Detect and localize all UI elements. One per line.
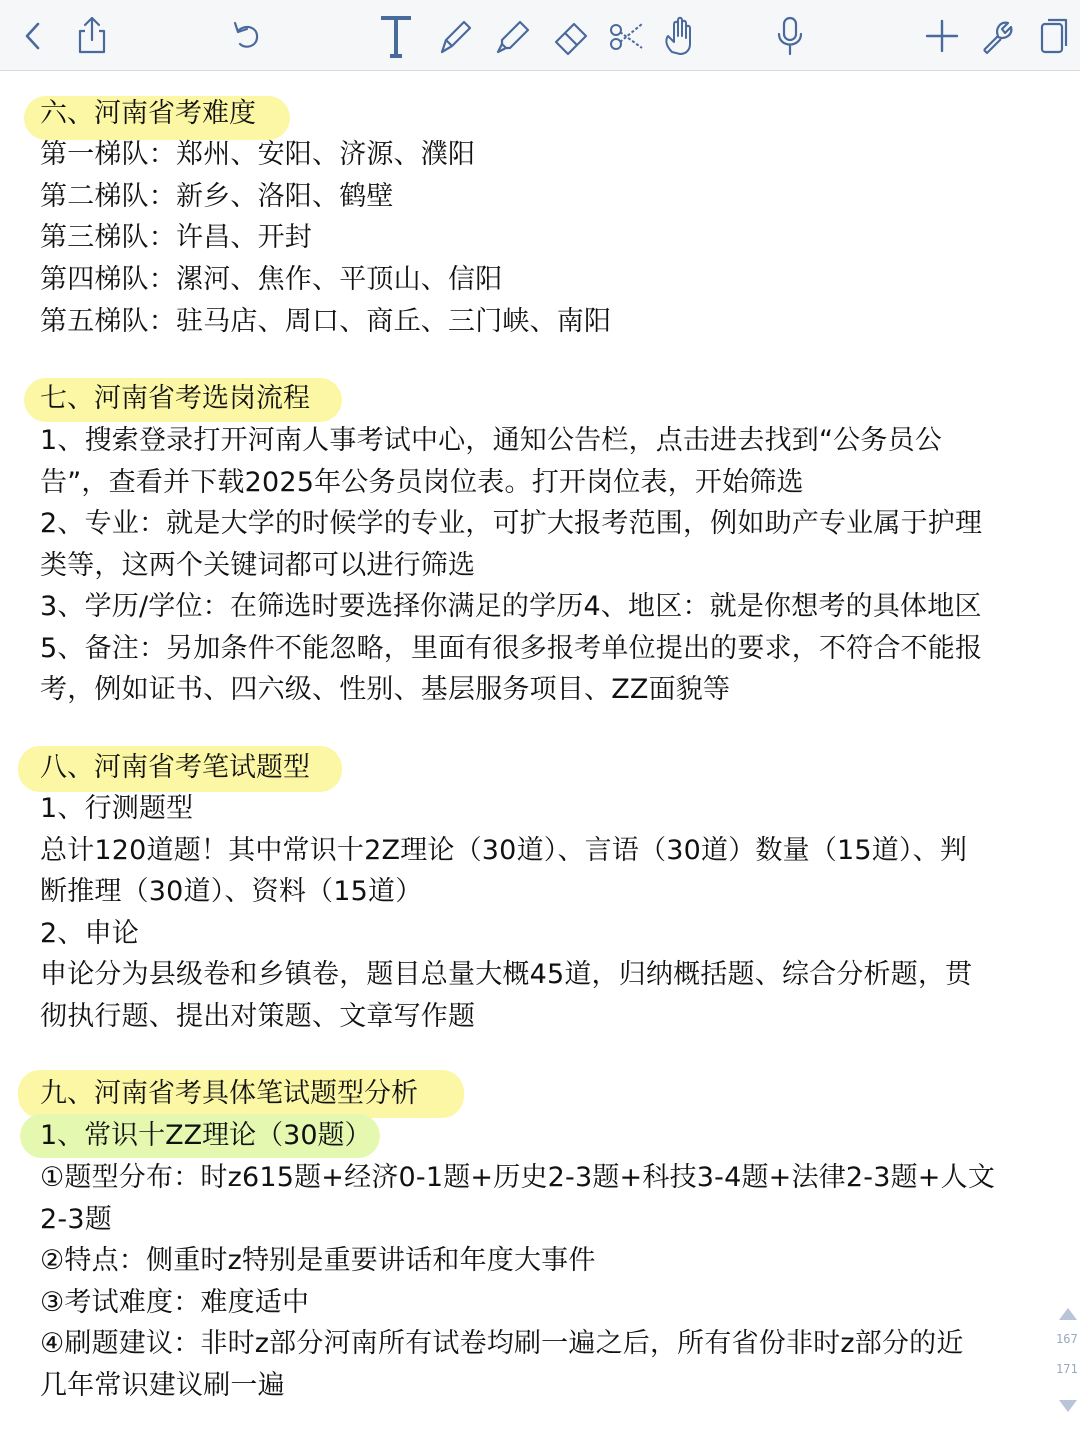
back-chevron-icon[interactable] bbox=[14, 14, 54, 58]
text-line: 彻执行题、提出对策题、文章写作题 bbox=[40, 1001, 476, 1032]
wrench-icon[interactable] bbox=[976, 14, 1016, 58]
text-line: 第二梯队：新乡、洛阳、鹤壁 bbox=[40, 181, 394, 212]
text-line: 1、行测题型 bbox=[40, 793, 194, 824]
text-line: 断推理（30道）、资料（15道） bbox=[40, 876, 423, 907]
text-line: 第五梯队：驻马店、周口、商丘、三门峡、南阳 bbox=[40, 306, 612, 337]
highlighter-icon[interactable] bbox=[492, 14, 532, 58]
section-9-title: 九、河南省考具体笔试题型分析 bbox=[40, 1078, 418, 1109]
text-line: 第四梯队：漯河、焦作、平顶山、信阳 bbox=[40, 264, 503, 295]
page-down-icon[interactable] bbox=[1059, 1400, 1077, 1412]
undo-icon[interactable] bbox=[226, 14, 266, 58]
lasso-scissors-icon[interactable] bbox=[606, 14, 646, 58]
section-8-title: 八、河南省考笔试题型 bbox=[40, 752, 310, 783]
text-line: 考，例如证书、四六级、性别、基层服务项目、ZZ面貌等 bbox=[40, 674, 731, 705]
text-line: 申论分为县级卷和乡镇卷，题目总量大概45道，归纳概括题、综合分析题，贯 bbox=[40, 959, 973, 990]
text-line: 第三梯队：许昌、开封 bbox=[40, 222, 312, 253]
section-7-title: 七、河南省考选岗流程 bbox=[40, 383, 310, 414]
text-line: 告”，查看并下载2025年公务员岗位表。打开岗位表，开始筛选 bbox=[40, 467, 804, 498]
microphone-icon[interactable] bbox=[770, 14, 810, 58]
text-line: 5、备注：另加条件不能忽略，里面有很多报考单位提出的要求，不符合不能报 bbox=[40, 633, 983, 664]
text-line: ②特点：侧重时z特别是重要讲话和年度大事件 bbox=[40, 1245, 596, 1276]
share-icon[interactable] bbox=[72, 14, 112, 58]
text-line: 3、学历/学位：在筛选时要选择你满足的学历4、地区：就是你想考的具体地区 bbox=[40, 591, 982, 622]
hand-icon[interactable] bbox=[660, 14, 700, 58]
toolbar bbox=[0, 0, 1080, 71]
page-up-icon[interactable] bbox=[1059, 1308, 1077, 1320]
text-line: 2、申论 bbox=[40, 918, 139, 949]
text-line: ③考试难度：难度适中 bbox=[40, 1287, 310, 1318]
text-line: 类等，这两个关键词都可以进行筛选 bbox=[40, 550, 476, 581]
eraser-icon[interactable] bbox=[550, 14, 590, 58]
text-tool-icon[interactable] bbox=[376, 14, 416, 58]
text-line: 几年常识建议刷一遍 bbox=[40, 1370, 285, 1401]
text-line: 1、搜索登录打开河南人事考试中心，通知公告栏，点击进去找到“公务员公 bbox=[40, 425, 942, 456]
text-line: 2、专业：就是大学的时候学的专业，可扩大报考范围，例如助产专业属于护理 bbox=[40, 508, 983, 539]
document-page bbox=[0, 70, 1080, 1440]
section-9-subtitle: 1、常识十ZZ理论（30题） bbox=[40, 1120, 372, 1151]
pages-icon[interactable] bbox=[1034, 14, 1074, 58]
section-6-title: 六、河南省考难度 bbox=[40, 98, 256, 129]
total-page-number: 171 bbox=[1056, 1362, 1078, 1376]
text-line: 第一梯队：郑州、安阳、济源、濮阳 bbox=[40, 139, 476, 170]
text-line: ①题型分布：时z615题+经济0-1题+历史2-3题+科技3-4题+法律2-3题+人文 bbox=[40, 1162, 996, 1193]
text-line: 2-3题 bbox=[40, 1204, 112, 1235]
text-line: 总计120道题！其中常识十2Z理论（30道）、言语（30道）数量（15道）、判 bbox=[40, 835, 968, 866]
add-icon[interactable] bbox=[922, 14, 962, 58]
text-line: ④刷题建议：非时z部分河南所有试卷均刷一遍之后，所有省份非时z部分的近 bbox=[40, 1328, 964, 1359]
page-scroller[interactable] bbox=[1054, 1308, 1080, 1412]
current-page-number: 167 bbox=[1056, 1332, 1078, 1346]
pen-icon[interactable] bbox=[434, 14, 474, 58]
